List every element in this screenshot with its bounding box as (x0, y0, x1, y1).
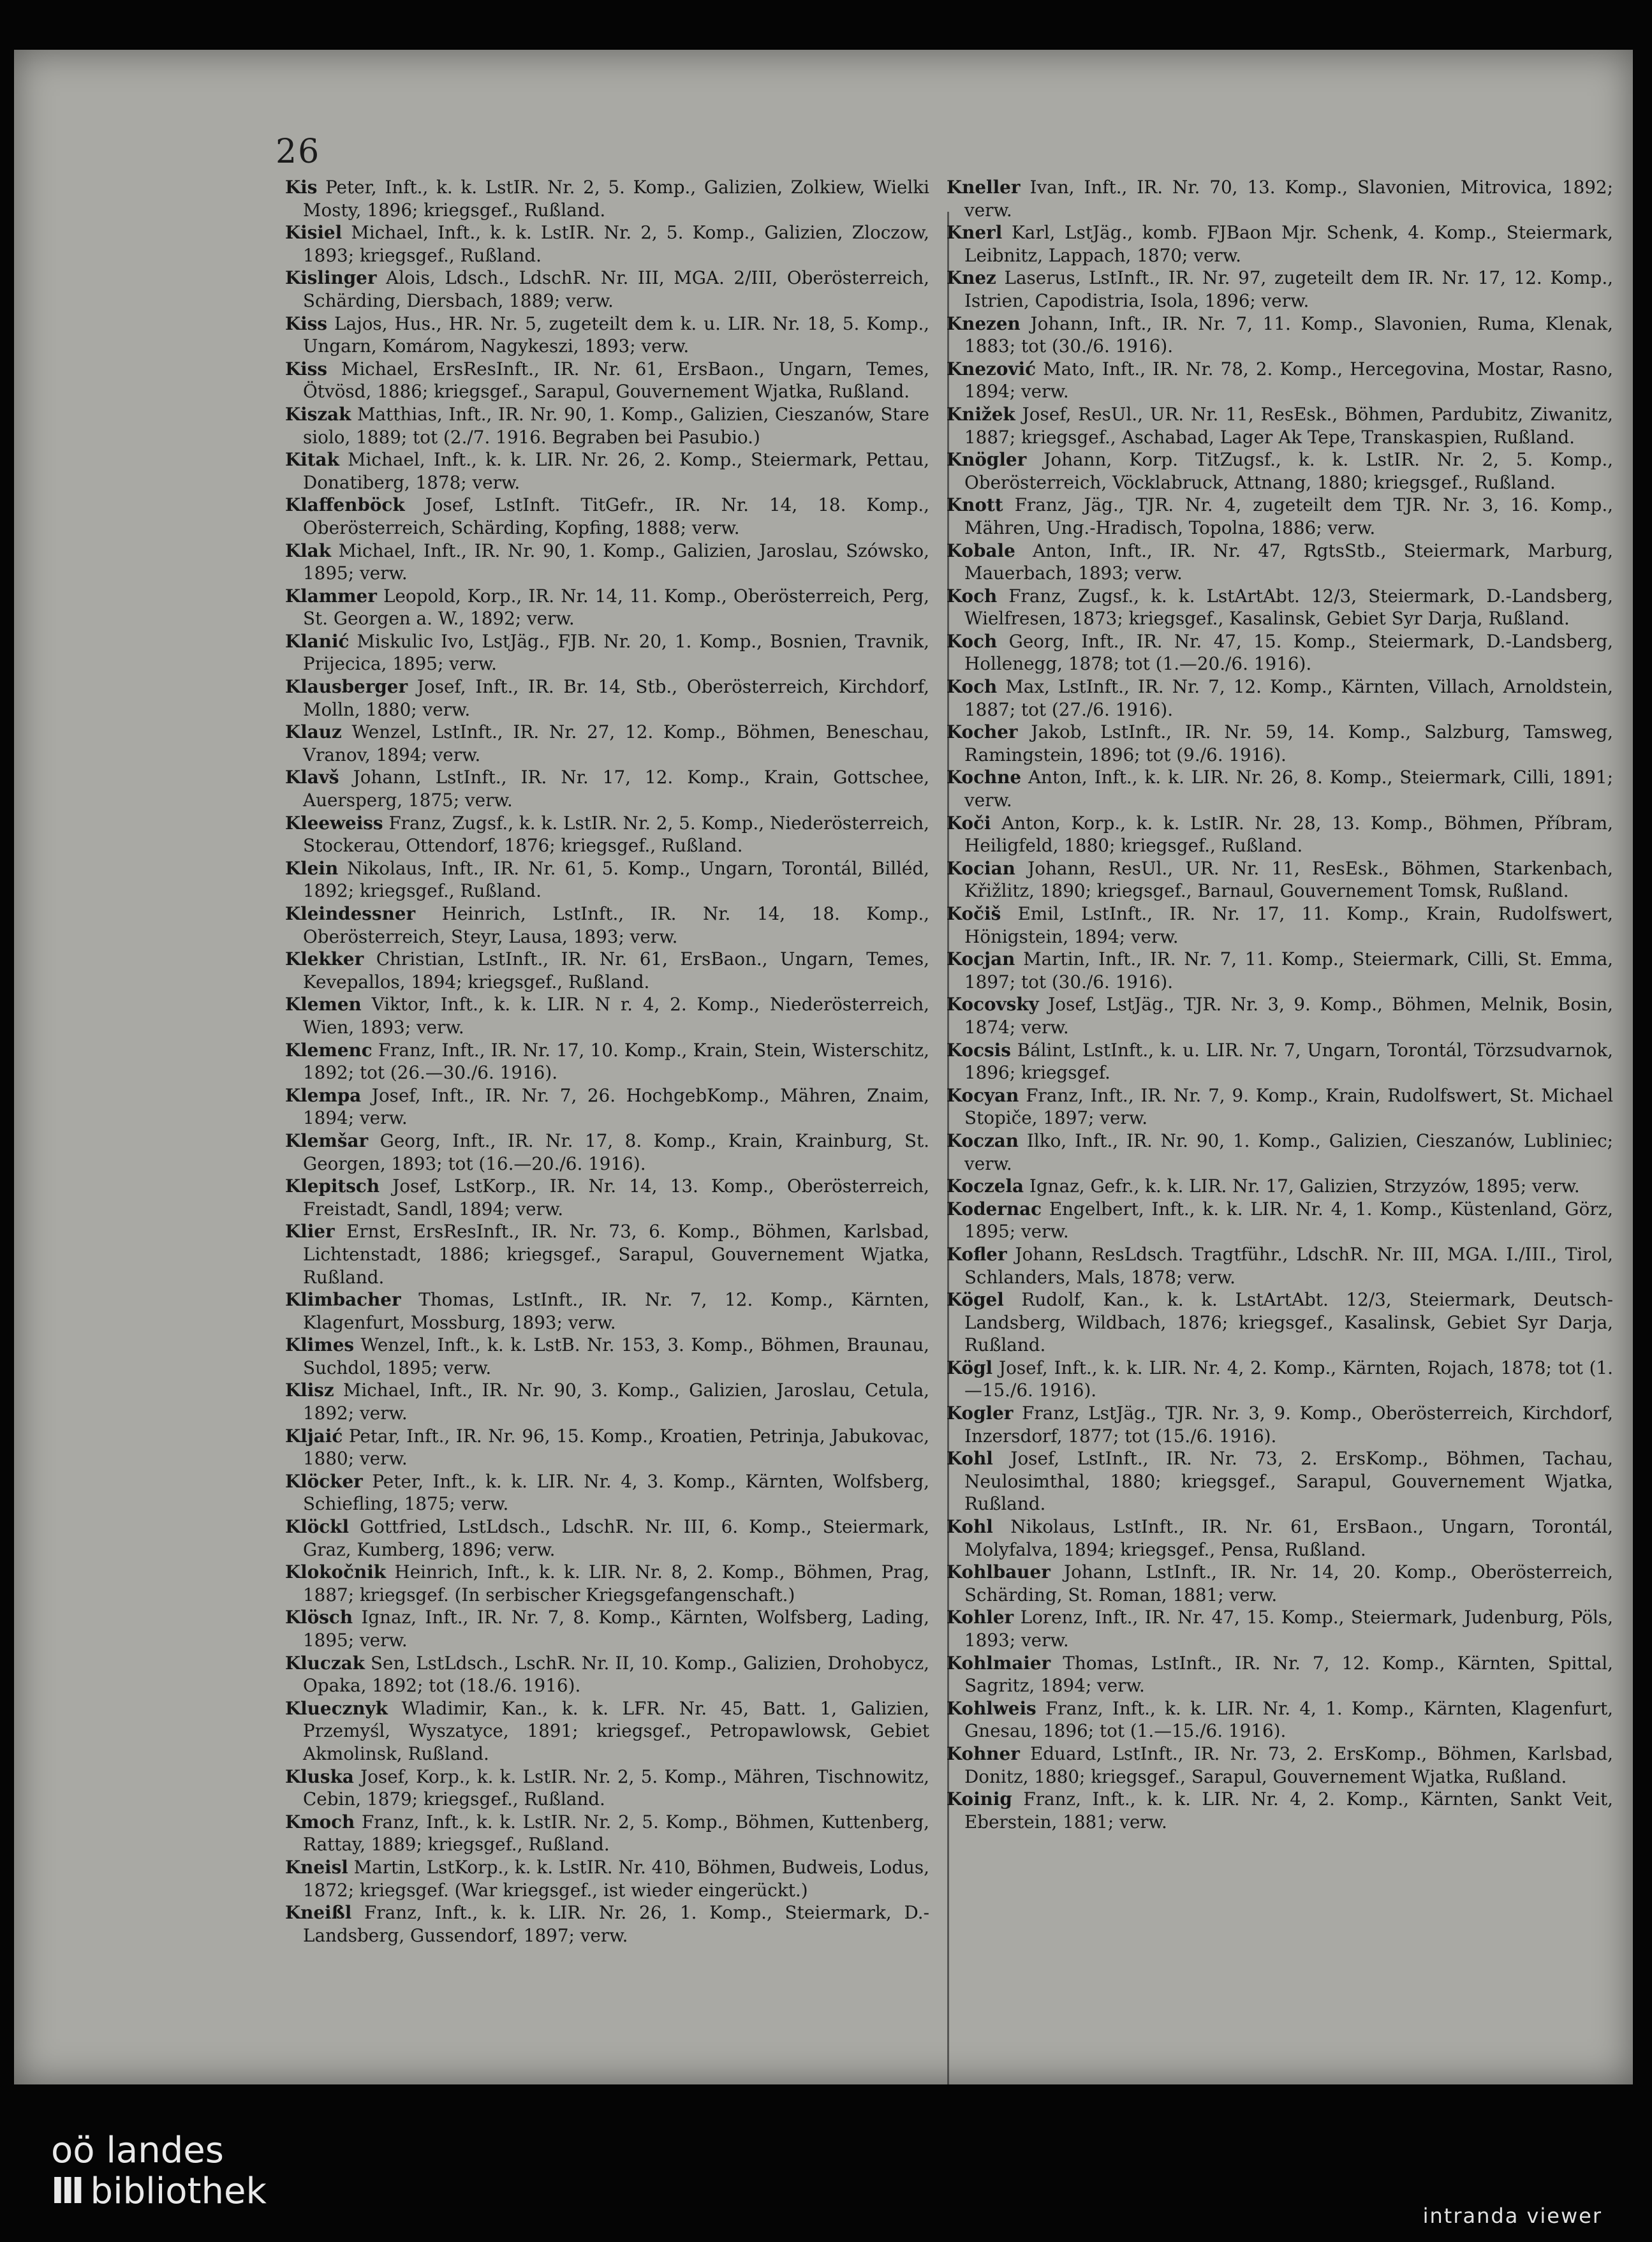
entry-details: Heinrich, Inft., k. k. LIR. Nr. 8, 2. Komp., Böhmen, Prag, 1887; kriegsgef. (In serbischer Kriegsgefangenschaft.) (303, 1561, 930, 1605)
entry-details: Lajos, Hus., HR. Nr. 5, zugeteilt dem k. u. LIR. Nr. 18, 5. Komp., Ungarn, Komárom, Nagykeszi, 1893; verw. (303, 313, 929, 357)
entry-surname: Kohlmaier (947, 1652, 1051, 1674)
register-entry (285, 1039, 929, 1084)
register-entry (285, 1697, 929, 1766)
entry-surname: Kocsis (947, 1039, 1011, 1061)
entry-surname: Kneller (947, 177, 1021, 198)
entry-details: Nikolaus, LstInft., IR. Nr. 61, ErsBaon., Ungarn, Torontál, Molyfalva, 1894; kriegsgef., Pensa, Rußland. (964, 1516, 1613, 1560)
entry-details: Viktor, Inft., k. k. LIR. N r. 4, 2. Komp., Niederösterreich, Wien, 1893; verw. (303, 994, 929, 1038)
entry-surname: Kodernac (947, 1198, 1042, 1220)
library-logo[interactable] (51, 2130, 267, 2212)
register-entry (285, 1470, 929, 1516)
register-entry (947, 1175, 1613, 1198)
register-entry (285, 948, 929, 993)
register-entry (285, 1652, 929, 1697)
entry-surname: Klempa (285, 1084, 362, 1106)
entry-details: Georg, Inft., IR. Nr. 47, 15. Komp., Steiermark, D.-Landsberg, Hollenegg, 1878; tot (1.—20./6. 1916). (964, 630, 1613, 675)
register-entry (285, 585, 929, 630)
register-entry (285, 1516, 929, 1561)
entry-details: Max, LstInft., IR. Nr. 7, 12. Komp., Kärnten, Villach, Arnoldstein, 1887; tot (27./6. 1916). (964, 676, 1614, 720)
entry-details: Josef, ResUl., UR. Nr. 11, ResEsk., Böhmen, Pardubitz, Ziwanitz, 1887; kriegsgef., Aschabad, Lager Ak Tepe, Transkaspien, Rußland. (964, 403, 1613, 448)
register-entry (285, 857, 929, 903)
register-entry (947, 1561, 1613, 1606)
library-bars-icon: III (51, 2171, 82, 2212)
entry-details: Karl, LstJäg., komb. FJBaon Mjr. Schenk, 4. Komp., Steiermark, Leibnitz, Lappach, 1870; verw. (964, 222, 1613, 266)
entry-surname: Knott (947, 494, 1003, 516)
entry-details: Anton, Korp., k. k. LstIR. Nr. 28, 13. Komp., Böhmen, Příbram, Heiligfeld, 1880; kriegsgef., Rußland. (964, 812, 1613, 857)
entry-surname: Knerl (947, 222, 1003, 244)
register-entry (947, 1243, 1613, 1288)
entry-surname: Kohler (947, 1607, 1014, 1628)
entry-details: Petar, Inft., IR. Nr. 96, 15. Komp., Kroatien, Petrinja, Jabukovac, 1880; verw. (303, 1425, 929, 1470)
entry-surname: Klak (285, 540, 331, 561)
register-entry (285, 1220, 929, 1288)
register-entry (285, 176, 929, 221)
entry-surname: Kluczak (285, 1652, 365, 1674)
register-entry (285, 358, 929, 403)
entry-details: Martin, LstKorp., k. k. LstIR. Nr. 410, Böhmen, Budweis, Lodus, 1872; kriegsgef. (War kriegsgef., ist wieder eingerückt.) (303, 1856, 929, 1901)
entry-surname: Kiss (285, 358, 328, 380)
library-name-line2 (51, 2171, 267, 2212)
entry-details: Franz, Inft., k. k. LIR. Nr. 4, 1. Komp., Kärnten, Klagenfurt, Gnesau, 1896; tot (1.—15./6. 1916). (964, 1697, 1613, 1742)
register-entry (285, 1379, 929, 1424)
entry-details: Sen, LstLdsch., LschR. Nr. II, 10. Komp., Galizien, Drohobycz, Opaka, 1892; tot (18./6. 1916). (303, 1652, 929, 1697)
entry-details: Leopold, Korp., IR. Nr. 14, 11. Komp., Oberösterreich, Perg, St. Georgen a. W., 1892; verw. (303, 585, 929, 630)
entry-details: Georg, Inft., IR. Nr. 17, 8. Komp., Krain, Krainburg, St. Georgen, 1893; tot (16.—20./6. 1916). (303, 1130, 929, 1174)
register-entry (947, 585, 1613, 630)
entry-surname: Klaffenböck (285, 494, 405, 516)
register-entry (947, 1788, 1613, 1833)
entry-surname: Kluska (285, 1766, 354, 1787)
entry-surname: Kochne (947, 767, 1022, 788)
entry-surname: Koinig (947, 1788, 1012, 1810)
entry-details: Franz, Inft., IR. Nr. 17, 10. Komp., Krain, Stein, Wisterschitz, 1892; tot (26.—30./6. 1916). (303, 1039, 929, 1084)
entry-surname: Knez (947, 267, 996, 289)
entry-surname: Knižek (947, 403, 1015, 425)
register-entry (285, 1084, 929, 1130)
entry-details: Lorenz, Inft., IR. Nr. 47, 15. Komp., Steiermark, Judenburg, Pöls, 1893; verw. (964, 1607, 1613, 1651)
entry-surname: Kiszak (285, 403, 351, 425)
entry-surname: Koczan (947, 1130, 1019, 1151)
entry-details: Franz, Inft., k. k. LIR. Nr. 26, 1. Komp., Steiermark, D.-Landsberg, Gussendorf, 1897; verw. (303, 1902, 929, 1946)
entry-details: Josef, Inft., IR. Br. 14, Stb., Oberösterreich, Kirchdorf, Molln, 1880; verw. (303, 676, 929, 720)
entry-surname: Kogler (947, 1403, 1014, 1424)
entry-details: Michael, Inft., k. k. LstIR. Nr. 2, 5. Komp., Galizien, Zloczow, 1893; kriegsgef., Rußland. (303, 222, 929, 266)
entry-surname: Koczela (947, 1176, 1024, 1197)
entry-surname: Kohlweis (947, 1697, 1036, 1719)
entry-surname: Kohl (947, 1516, 993, 1538)
page-number: 26 (276, 133, 321, 171)
entry-details: Franz, LstJäg., TJR. Nr. 3, 9. Komp., Oberösterreich, Kirchdorf, Inzersdorf, 1877; tot (15./6. 1916). (964, 1403, 1613, 1447)
register-entry (947, 1606, 1613, 1651)
register-entry (285, 766, 929, 811)
entry-surname: Kohl (947, 1448, 993, 1470)
entry-details: Laserus, LstInft., IR. Nr. 97, zugeteilt dem IR. Nr. 17, 12. Komp., Istrien, Capodistria, Isola, 1896; verw. (964, 267, 1613, 311)
entry-surname: Klemšar (285, 1130, 369, 1151)
entry-surname: Kobale (947, 540, 1015, 561)
entry-details: Rudolf, Kan., k. k. LstArtAbt. 12/3, Steiermark, Deutsch-Landsberg, Wildbach, 1876; kriegsgef., Kasalinsk, Gebiet Syr Darja, Rußland. (964, 1289, 1613, 1356)
entry-details: Emil, LstInft., IR. Nr. 17, 11. Komp., Krain, Rudolfswert, Hönigstein, 1894; verw. (964, 903, 1613, 947)
entry-surname: Klausberger (285, 676, 408, 698)
register-entry (947, 1198, 1613, 1243)
entry-surname: Klauz (285, 721, 342, 743)
register-entry (285, 448, 929, 494)
register-entry (947, 1447, 1613, 1516)
entry-details: Franz, Inft., IR. Nr. 7, 9. Komp., Krain, Rudolfswert, St. Michael Stopiče, 1897; verw. (964, 1084, 1613, 1129)
entry-details: Michael, ErsResInft., IR. Nr. 61, ErsBaon., Ungarn, Temes, Ötvösd, 1886; kriegsgef., Sarapul, Gouvernement Wjatka, Rußland. (303, 358, 929, 402)
entry-details: Anton, Inft., k. k. LIR. Nr. 26, 8. Komp., Steiermark, Cilli, 1891; verw. (964, 767, 1613, 811)
entry-surname: Klöckl (285, 1516, 350, 1538)
entry-details: Ernst, ErsResInft., IR. Nr. 73, 6. Komp., Böhmen, Karlsbad, Lichtenstadt, 1886; kriegsgef., Sarapul, Gouvernement Wjatka, Rußland. (303, 1221, 929, 1288)
entry-surname: Kislinger (285, 267, 377, 289)
library-name-line2-text: bibliothek (90, 2171, 267, 2212)
register-entry (947, 1697, 1613, 1743)
entry-details: Josef, Inft., IR. Nr. 7, 26. HochgebKomp., Mähren, Znaim, 1894; verw. (303, 1084, 929, 1129)
register-entry (947, 1357, 1613, 1402)
entry-surname: Kocovsky (947, 994, 1039, 1015)
scanned-page (14, 50, 1633, 2084)
entry-surname: Kneißl (285, 1902, 352, 1924)
register-entry (285, 267, 929, 312)
left-column (285, 176, 929, 1947)
entry-details: Eduard, LstInft., IR. Nr. 73, 2. ErsKomp., Böhmen, Karlsbad, Donitz, 1880; kriegsgef., Sarapul, Gouvernement Wjatka, Rußland. (964, 1743, 1613, 1787)
entry-details: Franz, Jäg., TJR. Nr. 4, zugeteilt dem TJR. Nr. 3, 16. Komp., Mähren, Ung.-Hradisch, Topolna, 1886; verw. (964, 494, 1613, 538)
entry-surname: Klanić (285, 630, 350, 652)
entry-surname: Klein (285, 857, 339, 879)
entry-surname: Klösch (285, 1607, 353, 1628)
entry-surname: Koch (947, 585, 998, 607)
register-entry (947, 630, 1613, 675)
entry-details: Franz, Inft., k. k. LIR. Nr. 4, 2. Komp., Kärnten, Sankt Veit, Eberstein, 1881; verw. (964, 1788, 1613, 1833)
entry-surname: Klier (285, 1221, 335, 1243)
register-entry (285, 1561, 929, 1606)
register-entry (947, 993, 1613, 1038)
register-entry (947, 358, 1613, 403)
register-entry (947, 403, 1613, 448)
entry-details: Bálint, LstInft., k. u. LIR. Nr. 7, Ungarn, Torontál, Törzsudvarnok, 1896; kriegsgef. (964, 1039, 1613, 1084)
entry-details: Johann, ResLdsch. Tragtführ., LdschR. Nr. III, MGA. I./III., Tirol, Schlanders, Mals, 1878; verw. (964, 1243, 1614, 1288)
entry-details: Wladimir, Kan., k. k. LFR. Nr. 45, Batt. 1, Galizien, Przemyśl, Wyszatyce, 1891; kriegsgef., Petropawlowsk, Gebiet Akmolinsk, Rußland. (303, 1697, 929, 1764)
register-entry (285, 1175, 929, 1220)
entry-details: Josef, Inft., k. k. LIR. Nr. 4, 2. Komp., Kärnten, Rojach, 1878; tot (1.—15./6. 1916). (964, 1357, 1613, 1401)
entry-details: Peter, Inft., k. k. LstIR. Nr. 2, 5. Komp., Galizien, Zolkiew, Wielki Mosty, 1896; kriegsgef., Rußland. (303, 177, 929, 221)
entry-details: Anton, Inft., IR. Nr. 47, RgtsStb., Steiermark, Marburg, Mauerbach, 1893; verw. (964, 540, 1613, 584)
entry-details: Johann, LstInft., IR. Nr. 17, 12. Komp., Krain, Gottschee, Auersperg, 1875; verw. (303, 767, 929, 811)
entry-details: Christian, LstInft., IR. Nr. 61, ErsBaon., Ungarn, Temes, Kevepallos, 1894; kriegsgef., Rußland. (303, 948, 929, 992)
register-entry (947, 540, 1613, 585)
entry-details: Thomas, LstInft., IR. Nr. 7, 12. Komp., Kärnten, Klagenfurt, Mossburg, 1893; verw. (303, 1289, 929, 1333)
entry-surname: Kis (285, 177, 318, 198)
viewer-brand[interactable]: intranda viewer (1422, 2204, 1602, 2228)
entry-surname: Knezović (947, 358, 1036, 380)
entry-surname: Kiss (285, 313, 328, 334)
entry-details: Franz, Zugsf., k. k. LstArtAbt. 12/3, Steiermark, D.-Landsberg, Wielfresen, 1873; kriegsgef., Kasalinsk, Gebiet Syr Darja, Rußland. (964, 585, 1613, 630)
entry-details: Peter, Inft., k. k. LIR. Nr. 4, 3. Komp., Kärnten, Wolfsberg, Schiefling, 1875; verw. (303, 1470, 929, 1515)
entry-surname: Kocher (947, 721, 1018, 743)
entry-details: Johann, Inft., IR. Nr. 7, 11. Komp., Slavonien, Ruma, Klenak, 1883; tot (30./6. 1916). (964, 313, 1613, 357)
library-name-line1: oö landes (51, 2130, 224, 2171)
entry-details: Franz, Zugsf., k. k. LstIR. Nr. 2, 5. Komp., Niederösterreich, Stockerau, Ottendorf, 1876; kriegsgef., Rußland. (303, 812, 930, 857)
entry-details: Josef, Korp., k. k. LstIR. Nr. 2, 5. Komp., Mähren, Tischnowitz, Cebin, 1879; kriegsgef., Rußland. (303, 1766, 929, 1810)
entry-surname: Klokočnik (285, 1561, 387, 1583)
register-entry (947, 1288, 1613, 1357)
entry-surname: Klimbacher (285, 1289, 401, 1311)
register-entry (947, 448, 1613, 494)
register-entry (285, 630, 929, 675)
register-entry (947, 766, 1613, 811)
entry-details: Josef, LstKorp., IR. Nr. 14, 13. Komp., Oberösterreich, Freistadt, Sandl, 1894; verw. (303, 1176, 929, 1220)
entry-details: Michael, Inft., IR. Nr. 90, 1. Komp., Galizien, Jaroslau, Szówsko, 1895; verw. (303, 540, 929, 584)
entry-details: Josef, LstInft. TitGefr., IR. Nr. 14, 18. Komp., Oberösterreich, Schärding, Kopfing, 1888; verw. (303, 494, 929, 538)
register-entry (285, 1766, 929, 1811)
register-entry (285, 1288, 929, 1334)
entry-surname: Klemen (285, 994, 362, 1015)
register-entry (285, 540, 929, 585)
register-entry (947, 1084, 1613, 1130)
register-entry (285, 721, 929, 766)
register-entry (285, 494, 929, 539)
entry-details: Engelbert, Inft., k. k. LIR. Nr. 4, 1. Komp., Küstenland, Görz, 1895; verw. (964, 1198, 1613, 1243)
entry-surname: Kohner (947, 1743, 1020, 1764)
entry-details: Nikolaus, Inft., IR. Nr. 61, 5. Komp., Ungarn, Torontál, Billéd, 1892; kriegsgef., Rußland. (303, 857, 929, 902)
register-entry (947, 221, 1613, 267)
entry-details: Michael, Inft., k. k. LIR. Nr. 26, 2. Komp., Steiermark, Pettau, Donatiberg, 1878; verw. (303, 449, 929, 493)
entry-details: Martin, Inft., IR. Nr. 7, 11. Komp., Steiermark, Cilli, St. Emma, 1897; tot (30./6. 1916). (964, 948, 1613, 992)
entry-details: Johann, Korp. TitZugsf., k. k. LstIR. Nr. 2, 5. Komp., Oberösterreich, Vöcklabruck, Attnang, 1880; kriegsgef., Rußland. (964, 449, 1613, 493)
register-entry (285, 403, 929, 448)
entry-surname: Kitak (285, 449, 339, 471)
entry-surname: Kögl (947, 1357, 993, 1378)
register-entry (947, 1402, 1613, 1447)
entry-details: Wenzel, Inft., k. k. LstB. Nr. 153, 3. Komp., Böhmen, Braunau, Suchdol, 1895; verw. (303, 1334, 929, 1378)
register-entry (285, 1606, 929, 1651)
entry-surname: Klavš (285, 767, 339, 788)
entry-surname: Kleindessner (285, 903, 416, 924)
register-entry (947, 675, 1613, 721)
register-entry (285, 1425, 929, 1470)
register-entry (947, 1516, 1613, 1561)
register-entry (947, 1130, 1613, 1175)
entry-surname: Kögel (947, 1289, 1004, 1311)
register-entry (947, 494, 1613, 539)
register-entry (947, 903, 1613, 948)
entry-surname: Koch (947, 630, 998, 652)
entry-surname: Kocyan (947, 1084, 1019, 1106)
entry-details: Alois, Ldsch., LdschR. Nr. III, MGA. 2/III, Oberösterreich, Schärding, Diersbach, 1889; verw. (303, 267, 929, 311)
entry-surname: Kocjan (947, 948, 1015, 970)
register-entry (285, 903, 929, 948)
entry-details: Johann, LstInft., IR. Nr. 14, 20. Komp., Oberösterreich, Schärding, St. Roman, 1881; verw. (964, 1561, 1613, 1605)
entry-details: Ignaz, Gefr., k. k. LIR. Nr. 17, Galizien, Strzyzów, 1895; verw. (1029, 1176, 1580, 1197)
register-entry (947, 948, 1613, 993)
entry-details: Franz, Inft., k. k. LstIR. Nr. 2, 5. Komp., Böhmen, Kuttenberg, Rattay, 1889; kriegsgef., Rußland. (303, 1811, 929, 1855)
entry-details: Josef, LstJäg., TJR. Nr. 3, 9. Komp., Böhmen, Melnik, Bosin, 1874; verw. (964, 994, 1613, 1038)
entry-surname: Kocian (947, 857, 1015, 879)
register-entry (947, 812, 1613, 857)
entry-surname: Koch (947, 676, 998, 698)
entry-surname: Kluecznyk (285, 1697, 388, 1719)
entry-details: Miskulic Ivo, LstJäg., FJB. Nr. 20, 1. Komp., Bosnien, Travnik, Prijecica, 1895; verw. (303, 630, 929, 675)
register-entry (285, 1811, 929, 1856)
entry-surname: Knögler (947, 449, 1027, 471)
entry-details: Ivan, Inft., IR. Nr. 70, 13. Komp., Slavonien, Mitrovica, 1892; verw. (964, 177, 1613, 221)
register-entry (947, 176, 1613, 221)
entry-details: Michael, Inft., IR. Nr. 90, 3. Komp., Galizien, Jaroslau, Cetula, 1892; verw. (303, 1380, 929, 1424)
entry-surname: Kočiš (947, 903, 1001, 924)
register-entry (285, 1901, 929, 1947)
entry-surname: Kohlbauer (947, 1561, 1051, 1583)
entry-details: Ignaz, Inft., IR. Nr. 7, 8. Komp., Kärnten, Wolfsberg, Lading, 1895; verw. (303, 1607, 929, 1651)
entry-surname: Klekker (285, 948, 364, 970)
register-entry (947, 1039, 1613, 1084)
entry-details: Matthias, Inft., IR. Nr. 90, 1. Komp., Galizien, Cieszanów, Stare siolo, 1889; tot (2./7. 1916. Begraben bei Pasubio.) (303, 403, 929, 448)
entry-surname: Kneisl (285, 1856, 348, 1878)
register-entry (285, 675, 929, 721)
entry-surname: Knezen (947, 313, 1021, 334)
register-entry (947, 857, 1613, 903)
register-entry (285, 1856, 929, 1901)
entry-details: Ilko, Inft., IR. Nr. 90, 1. Komp., Galizien, Cieszanów, Lubliniec; verw. (964, 1130, 1614, 1174)
entry-surname: Klöcker (285, 1470, 363, 1492)
entry-details: Josef, LstInft., IR. Nr. 73, 2. ErsKomp., Böhmen, Tachau, Neulosimthal, 1880; kriegsgef., Sarapul, Gouvernement Wjatka, Rußland. (964, 1448, 1613, 1515)
entry-surname: Klimes (285, 1334, 355, 1356)
entry-details: Wenzel, LstInft., IR. Nr. 27, 12. Komp., Böhmen, Beneschau, Vranov, 1894; verw. (303, 721, 929, 765)
register-entry (947, 1652, 1613, 1697)
entry-details: Thomas, LstInft., IR. Nr. 7, 12. Komp., Kärnten, Spittal, Sagritz, 1894; verw. (964, 1652, 1614, 1697)
right-column (947, 176, 1613, 1833)
entry-surname: Klisz (285, 1380, 334, 1401)
entry-details: Gottfried, LstLdsch., LdschR. Nr. III, 6. Komp., Steiermark, Graz, Kumberg, 1896; verw. (303, 1516, 929, 1560)
register-entry (285, 1130, 929, 1175)
register-entry (285, 221, 929, 267)
entry-surname: Koči (947, 812, 991, 834)
register-entry (947, 1743, 1613, 1788)
register-entry (947, 313, 1613, 358)
entry-details: Jakob, LstInft., IR. Nr. 59, 14. Komp., Salzburg, Tamsweg, Ramingstein, 1896; tot (9./6. 1916). (964, 721, 1613, 765)
entry-surname: Kljaić (285, 1425, 343, 1447)
entry-surname: Kleeweiss (285, 812, 383, 834)
entry-surname: Klepitsch (285, 1176, 380, 1197)
entry-surname: Kofler (947, 1243, 1007, 1265)
entry-surname: Kmoch (285, 1811, 355, 1833)
entry-details: Johann, ResUl., UR. Nr. 11, ResEsk., Böhmen, Starkenbach, Křižlitz, 1890; kriegsgef., Barnaul, Gouvernement Tomsk, Rußland. (964, 857, 1613, 902)
entry-details: Mato, Inft., IR. Nr. 78, 2. Komp., Hercegovina, Mostar, Rasno, 1894; verw. (964, 358, 1613, 402)
register-entry (947, 267, 1613, 312)
register-entry (285, 313, 929, 358)
entry-details: Heinrich, LstInft., IR. Nr. 14, 18. Komp., Oberösterreich, Steyr, Lausa, 1893; verw. (303, 903, 929, 947)
entry-surname: Klammer (285, 585, 377, 607)
entry-surname: Klemenc (285, 1039, 372, 1061)
register-entry (285, 812, 929, 857)
register-entry (285, 1334, 929, 1379)
register-entry (947, 721, 1613, 766)
register-entry (285, 993, 929, 1038)
entry-surname: Kisiel (285, 222, 343, 244)
